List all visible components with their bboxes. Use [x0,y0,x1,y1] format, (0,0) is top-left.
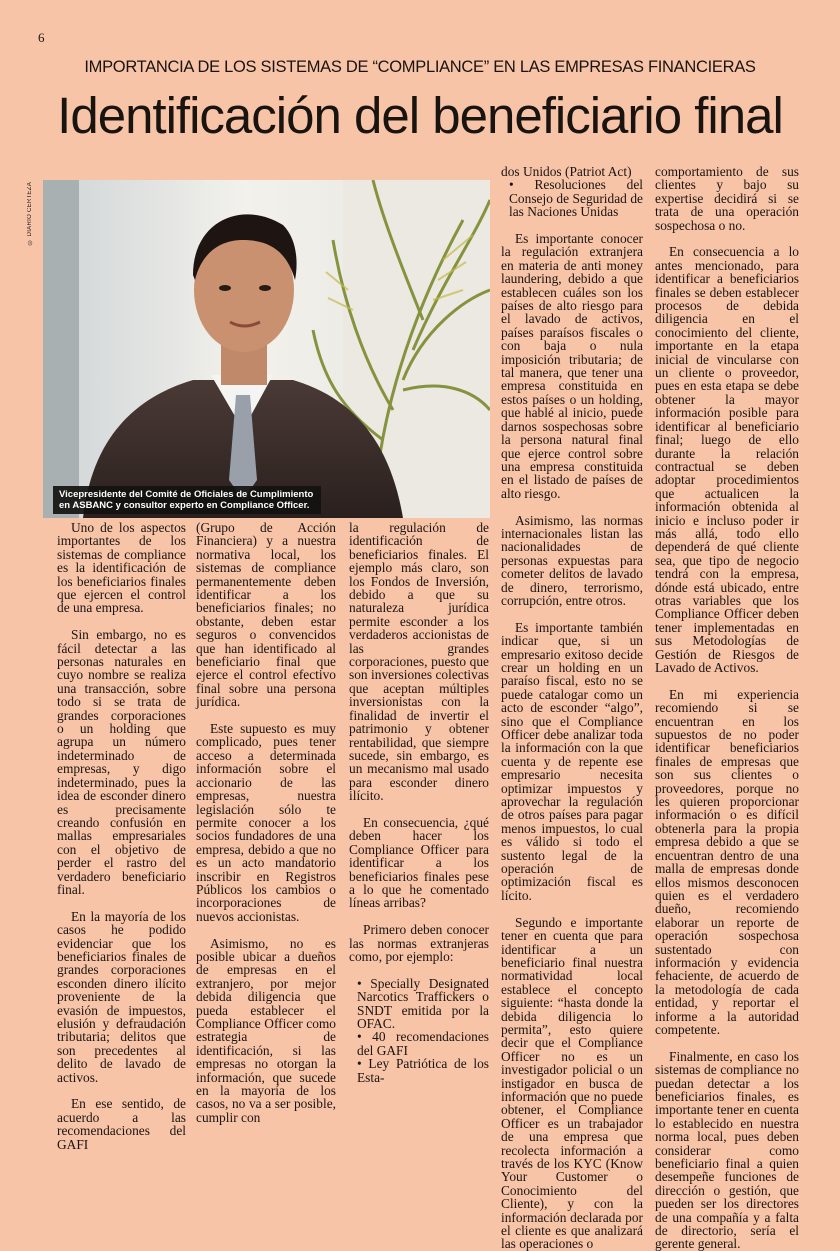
col2-paragraph: Este supuesto es muy complicado, pues tener acceso a determinada información sobre el accionario de las empresas, nuestra legislación sólo te permite conocer a los socios fundadores de una empresa, debido a que no es un acto mandatorio inscribir en Registros Públicos los cambios o incorporaciones de nuevos accionistas. [196,721,336,924]
col4-paragraph: Asimismo, las normas internacionales listan las nacionalidades de personas expuestas para cometer delitos de lavado de dinero, terrorismo, corrupción, entre otros. [501,512,643,608]
col3-paragraph: En consecuencia, ¿qué deben hacer los Compliance Officer para identificar a los beneficiarios finales pese a lo que he comentado líneas arribas? [349,814,489,911]
col1-paragraph: Sin embargo, no es fácil detectar a las personas naturales en cuyo nombre se realiza una transacción, sobre todo si se trata de grandes corporaciones o un holding que agrupa un número indeterminado de empresas, y digo indeterminado, pues la idea de esconder dinero es precisamente creando confusión en mallas empresariales con el objetivo de perder el rastro del verdadero beneficiario final. [57,627,186,897]
col4-paragraph: Segundo e importante tener en cuenta que para identificar a un beneficiario final nuestra normatividad local establece el concepto siguiente: “hasta donde la debida diligencia lo permita”, esto quiere decir que el Compliance Officer no es un investigador policial o un instigador en busca de información que no puede obtener, el Compliance Officer es un trabajador de una empresa que recolecta información a través de los KYC (Know Your Customer o Conocimiento del Cliente), y con la información declarada por el cliente es que analizará las operaciones o [501,914,643,1251]
article-column-5 [655,165,799,1251]
portrait-illustration [43,180,490,518]
col1-paragraph: En la mayoría de los casos he podido evidenciar que los beneficiarios finales de grandes corporaciones esconden dinero ilícito proveniente de la evasión de impuestos, elusión y defraudación tributaria; delitos que son precedentes al delito de lavado de activos. [57,908,186,1085]
article-column-2 [196,521,336,1124]
photo-caption [53,486,321,514]
col3-paragraph: Primero deben conocer las normas extranjeras como, por ejemplo: [349,922,489,964]
col5-paragraph: comportamiento de sus clientes y bajo su expertise decidirá si se trata de una operación sospechosa o no. [655,164,799,233]
col3-bullet: • Ley Patriótica de los Esta- [357,1056,489,1085]
article-column-4 [501,165,643,1251]
col4-paragraph: Es importante conocer la regulación extranjera en materia de anti money laundering, debido a que establecen cuáles son los países de alto riesgo para el lavado de activos, países paraísos fiscales o con baja o nula imposición tributaria; de tal manera, que tener una empresa constituida en estos países o un holding, que hablé al inicio, puede darnos sospechosas sobre la persona natural final que ejerce control sobre una empresa constituida en el listado de países de alto riesgo. [501,231,643,501]
col5-paragraph: Finalmente, en caso los sistemas de compliance no puedan detectar a los beneficiarios finales, es importante tener en cuenta lo establecido en nuestra norma local, pues deben considerar como beneficiario final a quien desempeñe funciones de dirección o gestión, que pueden ser los directores de una compañía y a falta de directorio, sería el gerente general. [655,1048,799,1251]
col2-paragraph: (Grupo de Acción Financiera) y a nuestra normativa local, los sistemas de compliance permanentemente deben identificar a los beneficiarios finales; no obstante, deben estar seguros o convencidos que han identificado al beneficiario final que ejerce el control efectivo final sobre una persona jurídica. [196,520,336,710]
col3-bullet: • Specially Designated Narcotics Traffickers o SNDT emitida por la OFAC. [357,975,489,1031]
col4-lead: dos Unidos (Patriot Act) [501,164,632,179]
page-number: 6 [38,30,45,45]
col2-paragraph: Asimismo, no es posible ubicar a dueños de empresas en el extranjero, por mejor debida diligencia que pueda establecer el Compliance Officer como estrategia de identificación, si las empresas no otorgan la información, que sucede en la mayoría de los casos, no va a ser posible, cumplir con [196,935,336,1125]
col3-bullet: • 40 recomendaciones del GAFI [357,1029,489,1058]
portrait-photo [43,180,490,518]
article-column-3 [349,521,489,1084]
article-kicker: IMPORTANCIA DE LOS SISTEMAS DE “COMPLIANCE” EN LAS EMPRESAS FINANCIERAS [84,58,756,76]
article-column-1 [57,521,186,1151]
caption-line-1: Vicepresidente del Comité de Oficiales de Cumplimiento [59,489,314,500]
caption-line-2: en ASBANC y consultor experto en Compliance Officer. [59,500,310,511]
col4-bullet: • Resoluciones del Consejo de Seguridad de las Naciones Unidas [509,177,643,220]
col5-paragraph: En consecuencia a lo antes mencionado, para identificar a beneficiarios finales se deben establecer procesos de debida diligencia en el conocimiento del cliente, importante en la etapa inicial de vincularse con un cliente o proveedor, pues en esta etapa se debe obtener la mayor información posible para identificar al beneficiario final; luego de ello durante la relación contractual se deben adoptar procedimientos que actualicen la información obtenida al inicio e incluso poder ir más allá, todo ello dependerá de qué cliente sea, que tipo de negocio tendrá con la empresa, dónde está ubicado, entre otras variables que los Compliance Officer deben tener implementadas en sus Metodologías de Gestión de Riesgos de Lavado de Activos. [655,244,799,676]
col5-paragraph: En mi experiencia recomiendo si se encuentran en los supuestos de no poder identificar beneficiarios finales de empresas que son sus clientes o proveedores, porque no les quieren proporcionar información o es difícil obtenerla para la propia empresa debido a que se encuentran dentro de una malla de empresas donde ellos mismos desconocen quien es el verdadero dueño, recomiendo elaborar un reporte de operación sospechosa sustentado con información y evidencia fehaciente, de acuerdo de la metodología de cada entidad, y reportar el informe a la autoridad competente. [655,686,799,1037]
col3-paragraph: la regulación de identificación de beneficiarios finales. El ejemplo más claro, son los Fondos de Inversión, debido a que su naturaleza jurídica permite esconder a los verdaderos accionistas de las grandes corporaciones, puesto que son inversiones colectivas que aceptan múltiples inversionistas con la finalidad de invertir el patrimonio y obtener rentabilidad, que siempre sucede, sin embargo, es un mecanismo mal usado para esconder dinero ilícito. [349,520,489,804]
col1-paragraph: En ese sentido, de acuerdo a las recomendaciones del GAFI [57,1096,186,1152]
photo-credit: © DIARIO CERTEZA [27,182,33,245]
col1-paragraph: Uno de los aspectos importantes de los sistemas de compliance es la identificación de los beneficiarios finales que ejercen el control de una empresa. [57,520,186,616]
article-title: Identificación del beneficiario final [57,87,783,144]
col4-paragraph: Es importante también indicar que, si un empresario exitoso decide crear un holding en un paraíso fiscal, esto no se puede catalogar como un acto de esconder “algo”, sino que el Compliance Officer debe analizar toda la información con la que cuenta y de repente ese empresario necesita optimizar impuestos y aprovechar la regulación de otros países para pagar menos impuestos, lo cual es válido si todo el sustento legal de la operación de optimización fiscal es lícito. [501,619,643,903]
